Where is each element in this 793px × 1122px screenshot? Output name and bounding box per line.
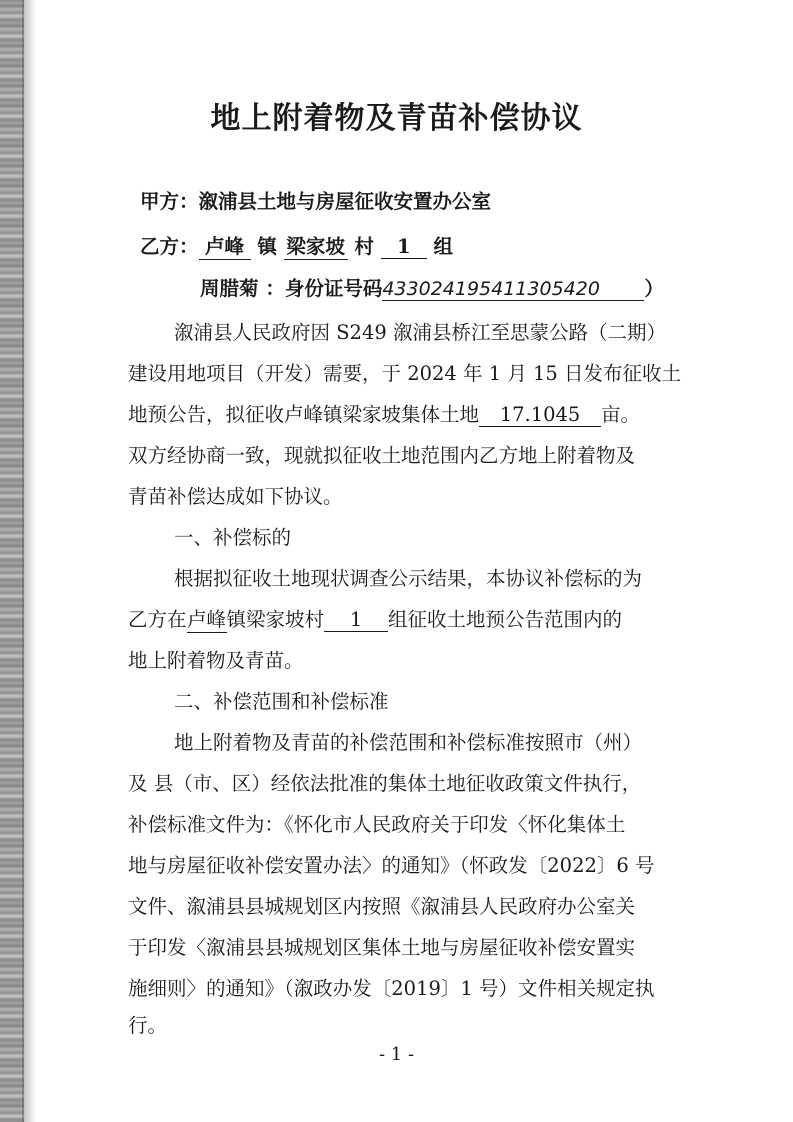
section-1-heading: 一、补偿标的 — [174, 526, 292, 549]
section-2-line-7: 施细则〉的通知》（溆政办发〔2019〕1 号）文件相关规定执 — [128, 977, 655, 1000]
section-2-line-6: 于印发〈溆浦县县城规划区集体土地与房屋征收补偿安置实 — [128, 936, 636, 959]
person-name: 周腊菊 — [200, 277, 259, 300]
section-1-line-2-a: 乙方在 — [128, 608, 187, 631]
scan-edge-gradient — [22, 0, 36, 1122]
section-1-line-2 — [128, 604, 622, 633]
intro-line-3 — [128, 399, 640, 427]
section-1-group: 1 — [324, 608, 388, 632]
person-line — [200, 273, 664, 301]
party-b-group-suffix: 组 — [433, 235, 454, 258]
party-b-town-suffix: 镇 — [257, 235, 277, 258]
section-1-line-2-b: 镇梁家坡村 — [226, 608, 325, 631]
intro-line-1: 溆浦县人民政府因 S249 溆浦县桥江至思蒙公路（二期） — [174, 321, 666, 344]
section-1-line-3: 地上附着物及青苗。 — [128, 649, 304, 672]
id-number: 433024195411305420 — [382, 278, 644, 301]
section-2-line-1: 地上附着物及青苗的补偿范围和补偿标准按照市（州） — [174, 731, 643, 754]
intro-line-3-text: 地预公告，拟征收卢峰镇梁家坡集体土地 — [128, 403, 480, 426]
party-b-town: 卢峰 — [199, 231, 251, 260]
intro-line-2: 建设用地项目（开发）需要，于 2024 年 1 月 15 日发布征收土 — [128, 362, 682, 385]
section-2-line-2: 及 县（市、区）经依法批准的集体土地征收政策文件执行， — [128, 772, 642, 795]
section-2-line-5: 文件、溆浦县县城规划区内按照《溆浦县人民政府办公室关 — [128, 895, 636, 918]
scan-edge-shadow — [0, 0, 24, 1122]
section-1-line-1: 根据拟征收土地现状调查公示结果，本协议补偿标的为 — [174, 567, 643, 590]
section-2-line-4: 地与房屋征收补偿安置办法〉的通知》（怀政发〔2022〕6 号 — [128, 854, 655, 877]
section-2-line-3: 补偿标准文件为：《怀化市人民政府关于印发〈怀化集体土 — [128, 813, 626, 836]
party-b-line — [140, 231, 453, 260]
party-a-label: 甲方： — [140, 190, 199, 213]
party-b-village: 梁家坡 — [284, 231, 348, 260]
area-unit: 亩。 — [601, 403, 641, 426]
id-label: ：身份证号码 — [265, 277, 383, 300]
party-a-line — [140, 186, 491, 214]
section-2-line-8: 行。 — [128, 1014, 168, 1037]
party-a-name: 溆浦县土地与房屋征收安置办公室 — [198, 190, 492, 213]
document-title: 地上附着物及青苗补偿协议 — [210, 101, 583, 136]
party-b-village-suffix: 村 — [354, 235, 374, 258]
intro-line-4: 双方经协商一致，现就拟征收土地范围内乙方地上附着物及 — [128, 444, 636, 467]
section-1-town: 卢峰 — [187, 604, 227, 633]
page-number: - 1 - — [378, 1044, 415, 1065]
intro-line-5: 青苗补偿达成如下协议。 — [128, 485, 343, 508]
id-close-paren: ） — [644, 277, 664, 300]
section-1-line-2-c: 组征收土地预公告范围内的 — [388, 608, 623, 631]
land-area: 17.1045 — [479, 403, 601, 427]
section-2-heading: 二、补偿范围和补偿标准 — [174, 690, 389, 713]
party-b-label: 乙方： — [140, 235, 199, 258]
party-b-group: 1 — [381, 235, 427, 259]
